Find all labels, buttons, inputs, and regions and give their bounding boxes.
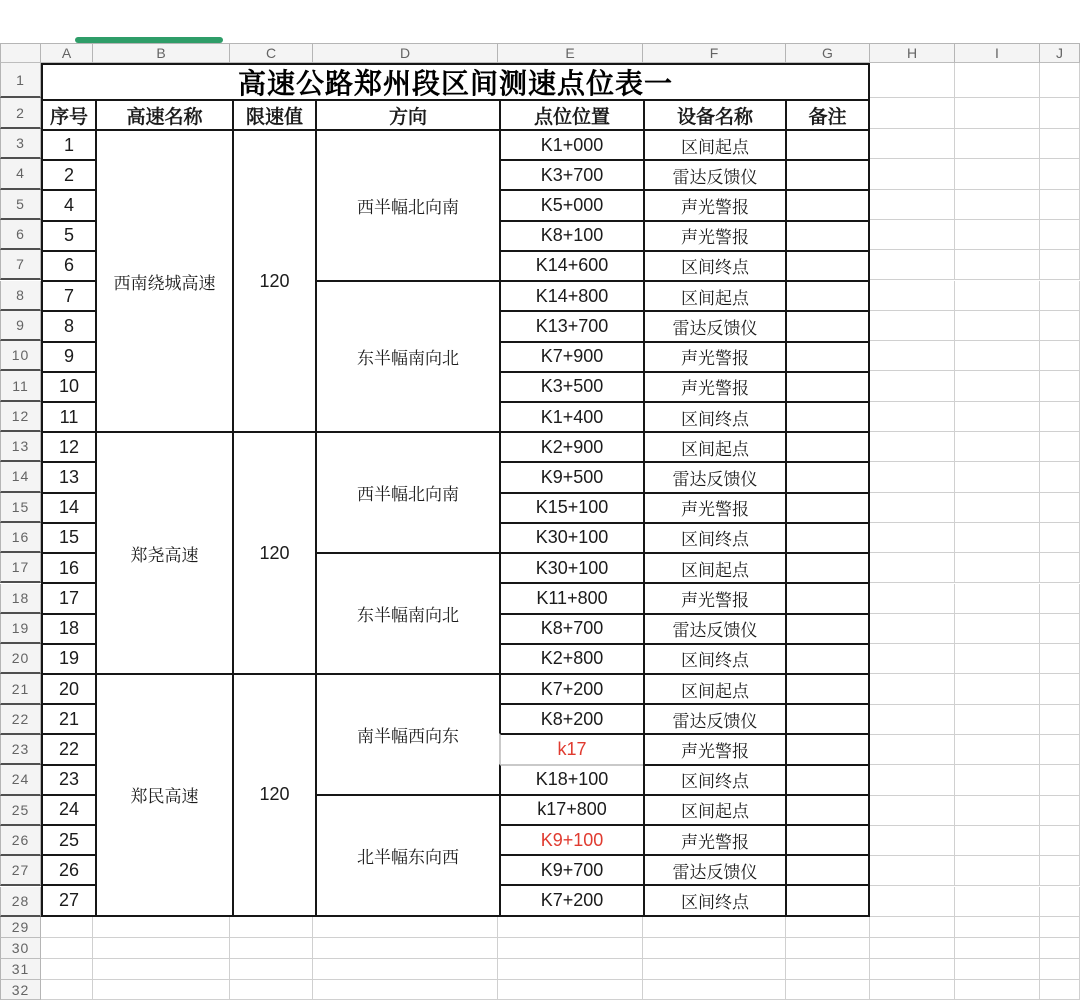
empty-cell[interactable] xyxy=(1040,493,1080,523)
empty-cell[interactable] xyxy=(870,705,955,735)
empty-cell[interactable] xyxy=(1040,190,1080,220)
cell-highway[interactable]: 郑民高速 xyxy=(95,673,232,915)
row-header-32[interactable]: 32 xyxy=(0,980,41,1000)
cell-device[interactable]: 区间终点 xyxy=(643,250,785,280)
empty-cell[interactable] xyxy=(870,980,955,1000)
empty-cell[interactable] xyxy=(955,735,1040,765)
empty-cell[interactable] xyxy=(1040,887,1080,917)
empty-cell[interactable] xyxy=(41,959,93,980)
cell-seq[interactable]: 17 xyxy=(43,582,95,612)
empty-cell[interactable] xyxy=(955,341,1040,371)
empty-cell[interactable] xyxy=(870,614,955,644)
empty-cell[interactable] xyxy=(955,826,1040,856)
row-header-19[interactable]: 19 xyxy=(0,614,41,644)
cell-direction[interactable]: 南半幅西向东 xyxy=(315,673,499,794)
empty-cell[interactable] xyxy=(955,493,1040,523)
cell-position[interactable]: K14+600 xyxy=(499,250,643,280)
cell-device[interactable]: 声光警报 xyxy=(643,824,785,854)
empty-cell[interactable] xyxy=(955,705,1040,735)
cell-device[interactable]: 雷达反馈仪 xyxy=(643,703,785,733)
row-header-26[interactable]: 26 xyxy=(0,826,41,856)
empty-cell[interactable] xyxy=(955,887,1040,917)
empty-cell[interactable] xyxy=(870,129,955,159)
empty-cell[interactable] xyxy=(870,938,955,959)
cell-speed-limit[interactable]: 120 xyxy=(232,431,315,673)
empty-cell[interactable] xyxy=(1040,63,1080,98)
empty-cell[interactable] xyxy=(786,938,870,959)
cell-remark[interactable] xyxy=(785,310,868,340)
empty-cell[interactable] xyxy=(1040,735,1080,765)
cell-remark[interactable] xyxy=(785,461,868,491)
row-header-22[interactable]: 22 xyxy=(0,705,41,735)
row-header-5[interactable]: 5 xyxy=(0,190,41,220)
cell-remark[interactable] xyxy=(785,582,868,612)
empty-cell[interactable] xyxy=(870,341,955,371)
cell-seq[interactable]: 2 xyxy=(43,159,95,189)
empty-cell[interactable] xyxy=(870,856,955,886)
empty-cell[interactable] xyxy=(870,826,955,856)
cell-seq[interactable]: 20 xyxy=(43,673,95,703)
empty-cell[interactable] xyxy=(955,98,1040,129)
empty-cell[interactable] xyxy=(1040,159,1080,189)
cell-position[interactable]: K5+000 xyxy=(499,189,643,219)
cell-seq[interactable]: 23 xyxy=(43,764,95,794)
empty-cell[interactable] xyxy=(955,674,1040,704)
cell-device[interactable]: 区间起点 xyxy=(643,431,785,461)
cell-position[interactable]: K7+200 xyxy=(499,673,643,703)
column-header-E[interactable]: E xyxy=(498,43,643,63)
cell-device[interactable]: 声光警报 xyxy=(643,492,785,522)
row-header-15[interactable]: 15 xyxy=(0,493,41,523)
cell-device[interactable]: 区间起点 xyxy=(643,129,785,159)
empty-cell[interactable] xyxy=(955,980,1040,1000)
row-header-18[interactable]: 18 xyxy=(0,584,41,614)
row-header-28[interactable]: 28 xyxy=(0,887,41,917)
row-header-13[interactable]: 13 xyxy=(0,432,41,462)
empty-cell[interactable] xyxy=(955,584,1040,614)
cell-position[interactable]: K15+100 xyxy=(499,492,643,522)
empty-cell[interactable] xyxy=(870,63,955,98)
row-header-21[interactable]: 21 xyxy=(0,674,41,704)
cell-speed-limit[interactable]: 120 xyxy=(232,673,315,915)
cell-device[interactable]: 区间终点 xyxy=(643,401,785,431)
empty-cell[interactable] xyxy=(1040,917,1080,938)
empty-cell[interactable] xyxy=(1040,765,1080,795)
row-header-23[interactable]: 23 xyxy=(0,735,41,765)
empty-cell[interactable] xyxy=(230,980,313,1000)
cell-seq[interactable]: 26 xyxy=(43,854,95,884)
empty-cell[interactable] xyxy=(786,980,870,1000)
cell-position[interactable]: K1+000 xyxy=(499,129,643,159)
empty-cell[interactable] xyxy=(955,190,1040,220)
cell-device[interactable]: 区间起点 xyxy=(643,552,785,582)
empty-cell[interactable] xyxy=(870,159,955,189)
empty-cell[interactable] xyxy=(313,959,498,980)
empty-cell[interactable] xyxy=(955,129,1040,159)
cell-remark[interactable] xyxy=(785,733,868,763)
cell-seq[interactable]: 7 xyxy=(43,280,95,310)
row-header-14[interactable]: 14 xyxy=(0,462,41,492)
empty-cell[interactable] xyxy=(1040,674,1080,704)
cell-position[interactable]: K7+200 xyxy=(499,884,643,914)
empty-cell[interactable] xyxy=(955,959,1040,980)
column-header-D[interactable]: D xyxy=(313,43,498,63)
empty-cell[interactable] xyxy=(870,735,955,765)
cell-remark[interactable] xyxy=(785,280,868,310)
cell-direction[interactable]: 东半幅南向北 xyxy=(315,552,499,673)
cell-seq[interactable]: 25 xyxy=(43,824,95,854)
empty-cell[interactable] xyxy=(870,887,955,917)
empty-cell[interactable] xyxy=(870,371,955,401)
cell-remark[interactable] xyxy=(785,159,868,189)
empty-cell[interactable] xyxy=(955,220,1040,250)
cell-device[interactable]: 雷达反馈仪 xyxy=(643,613,785,643)
cell-device[interactable]: 声光警报 xyxy=(643,341,785,371)
cell-seq[interactable]: 6 xyxy=(43,250,95,280)
empty-cell[interactable] xyxy=(870,765,955,795)
column-header-G[interactable]: G xyxy=(786,43,870,63)
column-header-B[interactable]: B xyxy=(93,43,230,63)
empty-cell[interactable] xyxy=(955,432,1040,462)
row-header-9[interactable]: 9 xyxy=(0,311,41,341)
cell-remark[interactable] xyxy=(785,613,868,643)
cell-seq[interactable]: 13 xyxy=(43,461,95,491)
empty-cell[interactable] xyxy=(955,159,1040,189)
cell-seq[interactable]: 12 xyxy=(43,431,95,461)
empty-cell[interactable] xyxy=(870,959,955,980)
row-header-6[interactable]: 6 xyxy=(0,220,41,250)
empty-cell[interactable] xyxy=(870,402,955,432)
cell-device[interactable]: 声光警报 xyxy=(643,733,785,763)
cell-highway[interactable]: 郑尧高速 xyxy=(95,431,232,673)
empty-cell[interactable] xyxy=(1040,281,1080,311)
cell-seq[interactable]: 5 xyxy=(43,220,95,250)
column-header-H[interactable]: H xyxy=(870,43,955,63)
empty-cell[interactable] xyxy=(313,917,498,938)
empty-cell[interactable] xyxy=(41,917,93,938)
empty-cell[interactable] xyxy=(955,63,1040,98)
empty-cell[interactable] xyxy=(1040,371,1080,401)
cell-seq[interactable]: 27 xyxy=(43,884,95,914)
cell-device[interactable]: 区间起点 xyxy=(643,673,785,703)
empty-cell[interactable] xyxy=(870,674,955,704)
empty-cell[interactable] xyxy=(1040,614,1080,644)
cell-device[interactable]: 区间起点 xyxy=(643,280,785,310)
cell-position[interactable]: k17 xyxy=(499,733,643,763)
cell-position[interactable]: K3+700 xyxy=(499,159,643,189)
cell-remark[interactable] xyxy=(785,220,868,250)
empty-cell[interactable] xyxy=(870,250,955,280)
empty-cell[interactable] xyxy=(1040,644,1080,674)
cell-speed-limit[interactable]: 120 xyxy=(232,129,315,431)
cell-seq[interactable]: 16 xyxy=(43,552,95,582)
cell-remark[interactable] xyxy=(785,189,868,219)
row-header-16[interactable]: 16 xyxy=(0,523,41,553)
cell-device[interactable]: 区间终点 xyxy=(643,884,785,914)
empty-cell[interactable] xyxy=(870,644,955,674)
cell-position[interactable]: K11+800 xyxy=(499,582,643,612)
empty-cell[interactable] xyxy=(1040,250,1080,280)
cell-position[interactable]: K8+100 xyxy=(499,220,643,250)
empty-cell[interactable] xyxy=(955,281,1040,311)
empty-cell[interactable] xyxy=(498,980,643,1000)
empty-cell[interactable] xyxy=(955,553,1040,583)
empty-cell[interactable] xyxy=(1040,826,1080,856)
empty-cell[interactable] xyxy=(1040,980,1080,1000)
row-header-27[interactable]: 27 xyxy=(0,856,41,886)
cell-position[interactable]: K13+700 xyxy=(499,310,643,340)
select-all-corner[interactable] xyxy=(0,43,41,63)
cell-position[interactable]: K7+900 xyxy=(499,341,643,371)
cell-remark[interactable] xyxy=(785,643,868,673)
empty-cell[interactable] xyxy=(870,311,955,341)
row-header-8[interactable]: 8 xyxy=(0,281,41,311)
cell-position[interactable]: K14+800 xyxy=(499,280,643,310)
cell-remark[interactable] xyxy=(785,371,868,401)
empty-cell[interactable] xyxy=(93,917,230,938)
cell-device[interactable]: 雷达反馈仪 xyxy=(643,310,785,340)
cell-remark[interactable] xyxy=(785,431,868,461)
empty-cell[interactable] xyxy=(93,938,230,959)
empty-cell[interactable] xyxy=(955,938,1040,959)
cell-position[interactable]: K8+700 xyxy=(499,613,643,643)
header-remark[interactable]: 备注 xyxy=(785,99,868,129)
cell-direction[interactable]: 北半幅东向西 xyxy=(315,794,499,915)
cell-position[interactable]: K9+500 xyxy=(499,461,643,491)
empty-cell[interactable] xyxy=(1040,796,1080,826)
row-header-3[interactable]: 3 xyxy=(0,129,41,159)
empty-cell[interactable] xyxy=(955,462,1040,492)
cell-position[interactable]: K1+400 xyxy=(499,401,643,431)
empty-cell[interactable] xyxy=(870,281,955,311)
empty-cell[interactable] xyxy=(786,959,870,980)
empty-cell[interactable] xyxy=(1040,856,1080,886)
empty-cell[interactable] xyxy=(870,553,955,583)
empty-cell[interactable] xyxy=(643,980,786,1000)
cell-device[interactable]: 雷达反馈仪 xyxy=(643,854,785,884)
row-header-1[interactable]: 1 xyxy=(0,63,41,98)
empty-cell[interactable] xyxy=(870,917,955,938)
cell-direction[interactable]: 西半幅北向南 xyxy=(315,431,499,552)
column-header-I[interactable]: I xyxy=(955,43,1040,63)
empty-cell[interactable] xyxy=(955,644,1040,674)
row-header-7[interactable]: 7 xyxy=(0,250,41,280)
cell-device[interactable]: 雷达反馈仪 xyxy=(643,461,785,491)
empty-cell[interactable] xyxy=(1040,705,1080,735)
cell-position[interactable]: K30+100 xyxy=(499,552,643,582)
cell-device[interactable]: 声光警报 xyxy=(643,582,785,612)
cell-remark[interactable] xyxy=(785,854,868,884)
cell-seq[interactable]: 4 xyxy=(43,189,95,219)
cell-seq[interactable]: 8 xyxy=(43,310,95,340)
empty-cell[interactable] xyxy=(41,980,93,1000)
cell-remark[interactable] xyxy=(785,522,868,552)
header-direction[interactable]: 方向 xyxy=(315,99,499,129)
column-header-A[interactable]: A xyxy=(41,43,93,63)
empty-cell[interactable] xyxy=(1040,959,1080,980)
empty-cell[interactable] xyxy=(1040,432,1080,462)
row-header-25[interactable]: 25 xyxy=(0,796,41,826)
header-highway[interactable]: 高速名称 xyxy=(95,99,232,129)
row-header-2[interactable]: 2 xyxy=(0,98,41,129)
cell-remark[interactable] xyxy=(785,794,868,824)
column-header-F[interactable]: F xyxy=(643,43,786,63)
empty-cell[interactable] xyxy=(955,523,1040,553)
empty-cell[interactable] xyxy=(870,432,955,462)
cell-seq[interactable]: 11 xyxy=(43,401,95,431)
empty-cell[interactable] xyxy=(1040,129,1080,159)
empty-cell[interactable] xyxy=(1040,98,1080,129)
empty-cell[interactable] xyxy=(230,938,313,959)
empty-cell[interactable] xyxy=(313,980,498,1000)
cell-seq[interactable]: 22 xyxy=(43,733,95,763)
cell-remark[interactable] xyxy=(785,250,868,280)
table-title-cell[interactable]: 高速公路郑州段区间测速点位表一 xyxy=(237,68,673,99)
empty-cell[interactable] xyxy=(1040,341,1080,371)
row-header-31[interactable]: 31 xyxy=(0,959,41,980)
empty-cell[interactable] xyxy=(955,856,1040,886)
empty-cell[interactable] xyxy=(1040,584,1080,614)
cell-device[interactable]: 区间终点 xyxy=(643,764,785,794)
cell-position[interactable]: K18+100 xyxy=(499,764,643,794)
cell-device[interactable]: 区间终点 xyxy=(643,522,785,552)
empty-cell[interactable] xyxy=(955,402,1040,432)
empty-cell[interactable] xyxy=(230,959,313,980)
empty-cell[interactable] xyxy=(870,584,955,614)
empty-cell[interactable] xyxy=(955,796,1040,826)
empty-cell[interactable] xyxy=(498,959,643,980)
row-header-20[interactable]: 20 xyxy=(0,644,41,674)
empty-cell[interactable] xyxy=(955,371,1040,401)
cell-highway[interactable]: 西南绕城高速 xyxy=(95,129,232,431)
cell-seq[interactable]: 24 xyxy=(43,794,95,824)
empty-cell[interactable] xyxy=(643,959,786,980)
cell-device[interactable]: 区间终点 xyxy=(643,643,785,673)
empty-cell[interactable] xyxy=(498,938,643,959)
cell-position[interactable]: K30+100 xyxy=(499,522,643,552)
cell-position[interactable]: K3+500 xyxy=(499,371,643,401)
cell-remark[interactable] xyxy=(785,673,868,703)
row-header-12[interactable]: 12 xyxy=(0,402,41,432)
cell-position[interactable]: K9+700 xyxy=(499,854,643,884)
header-device[interactable]: 设备名称 xyxy=(643,99,785,129)
cell-remark[interactable] xyxy=(785,341,868,371)
empty-cell[interactable] xyxy=(1040,553,1080,583)
empty-cell[interactable] xyxy=(955,250,1040,280)
empty-cell[interactable] xyxy=(230,917,313,938)
empty-cell[interactable] xyxy=(1040,462,1080,492)
cell-position[interactable]: K2+900 xyxy=(499,431,643,461)
empty-cell[interactable] xyxy=(1040,938,1080,959)
empty-cell[interactable] xyxy=(955,765,1040,795)
cell-device[interactable]: 声光警报 xyxy=(643,220,785,250)
row-header-30[interactable]: 30 xyxy=(0,938,41,959)
empty-cell[interactable] xyxy=(870,523,955,553)
cell-direction[interactable]: 东半幅南向北 xyxy=(315,280,499,431)
row-header-11[interactable]: 11 xyxy=(0,371,41,401)
column-header-J[interactable]: J xyxy=(1040,43,1080,63)
empty-cell[interactable] xyxy=(955,917,1040,938)
empty-cell[interactable] xyxy=(955,614,1040,644)
cell-seq[interactable]: 19 xyxy=(43,643,95,673)
empty-cell[interactable] xyxy=(643,917,786,938)
empty-cell[interactable] xyxy=(870,190,955,220)
column-header-C[interactable]: C xyxy=(230,43,313,63)
empty-cell[interactable] xyxy=(1040,402,1080,432)
cell-device[interactable]: 区间起点 xyxy=(643,794,785,824)
empty-cell[interactable] xyxy=(1040,523,1080,553)
cell-seq[interactable]: 21 xyxy=(43,703,95,733)
cell-device[interactable]: 声光警报 xyxy=(643,189,785,219)
cell-remark[interactable] xyxy=(785,764,868,794)
speed-camera-table xyxy=(41,63,870,917)
cell-remark[interactable] xyxy=(785,703,868,733)
cell-device[interactable]: 雷达反馈仪 xyxy=(643,159,785,189)
cell-remark[interactable] xyxy=(785,401,868,431)
empty-cell[interactable] xyxy=(955,311,1040,341)
cell-position[interactable]: K9+100 xyxy=(499,824,643,854)
empty-cell[interactable] xyxy=(870,796,955,826)
row-header-4[interactable]: 4 xyxy=(0,159,41,189)
cell-device[interactable]: 声光警报 xyxy=(643,371,785,401)
empty-cell[interactable] xyxy=(870,220,955,250)
row-header-29[interactable]: 29 xyxy=(0,917,41,938)
header-seq[interactable]: 序号 xyxy=(43,99,95,129)
cell-remark[interactable] xyxy=(785,492,868,522)
empty-cell[interactable] xyxy=(1040,311,1080,341)
cell-remark[interactable] xyxy=(785,552,868,582)
empty-cell[interactable] xyxy=(643,938,786,959)
cell-direction[interactable]: 西半幅北向南 xyxy=(315,129,499,280)
empty-cell[interactable] xyxy=(1040,220,1080,250)
empty-cell[interactable] xyxy=(41,938,93,959)
empty-cell[interactable] xyxy=(870,493,955,523)
cell-seq[interactable]: 9 xyxy=(43,341,95,371)
row-header-10[interactable]: 10 xyxy=(0,341,41,371)
cell-seq[interactable]: 18 xyxy=(43,613,95,643)
cell-position[interactable]: K2+800 xyxy=(499,643,643,673)
cell-position[interactable]: k17+800 xyxy=(499,794,643,824)
empty-cell[interactable] xyxy=(93,959,230,980)
empty-cell[interactable] xyxy=(786,917,870,938)
cell-position[interactable]: K8+200 xyxy=(499,703,643,733)
cell-seq[interactable]: 15 xyxy=(43,522,95,552)
cell-seq[interactable]: 1 xyxy=(43,129,95,159)
cell-seq[interactable]: 14 xyxy=(43,492,95,522)
empty-cell[interactable] xyxy=(313,938,498,959)
empty-cell[interactable] xyxy=(93,980,230,1000)
cell-remark[interactable] xyxy=(785,884,868,914)
cell-seq[interactable]: 10 xyxy=(43,371,95,401)
empty-cell[interactable] xyxy=(498,917,643,938)
cell-remark[interactable] xyxy=(785,824,868,854)
empty-cell[interactable] xyxy=(870,98,955,129)
header-position[interactable]: 点位位置 xyxy=(499,99,643,129)
header-speed-limit[interactable]: 限速值 xyxy=(232,99,315,129)
empty-cell[interactable] xyxy=(870,462,955,492)
cell-remark[interactable] xyxy=(785,129,868,159)
row-header-24[interactable]: 24 xyxy=(0,765,41,795)
row-header-17[interactable]: 17 xyxy=(0,553,41,583)
